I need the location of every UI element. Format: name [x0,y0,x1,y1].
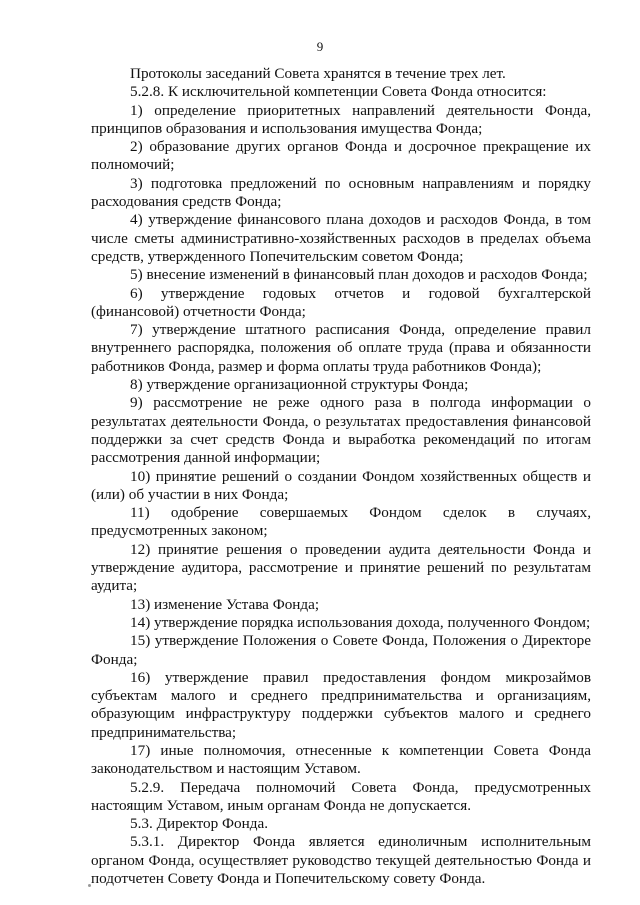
paragraph-5-3-1: 5.3.1. Директор Фонда является единоличным исполнительным органом Фонда, осуществляет руководство текущей деятельностью Фонда и подотчетен Совету Фонда и Попечительскому совету Фонда. [91,833,591,888]
list-item-14: 14) утверждение порядка использования дохода, полученного Фондом; [130,613,591,631]
list-item-16: 16) утверждение правил предоставления фондом микрозаймов субъектам малого и среднего предпринимательства и организациям, образующим инфраструктуру поддержки субъектов малого и среднего предпринимательства; [91,668,591,741]
list-item-10: 10) принятие решений о создании Фондом хозяйственных обществ и (или) об участии в них Фонда; [91,467,591,503]
list-item-6: 6) утверждение годовых отчетов и годовой бухгалтерской (финансовой) отчетности Фонда; [91,284,591,320]
list-item-17: 17) иные полномочия, отнесенные к компетенции Совета Фонда законодательством и настоящим Уставом. [91,741,591,778]
list-item-15: 15) утверждение Положения о Совете Фонда, Положения о Директоре Фонда; [91,632,591,668]
list-item-7: 7) утверждение штатного расписания Фонда, определение правил внутреннего распорядка, положения об оплате труда (права и обязанности работников Фонда, размер и форма оплаты труда работников Фонда); [91,321,591,375]
list-item-5: 5) внесение изменений в финансовый план доходов и расходов Фонда; [130,266,588,284]
scan-speck [88,884,91,887]
list-item-12: 12) принятие решения о проведении аудита деятельности Фонда и утверждение аудитора, рассмотрение и принятие решений по результатам аудита; [91,540,591,595]
list-item-2: 2) образование других органов Фонда и досрочное прекращение их полномочий; [91,138,591,174]
page-number: 9 [316,39,324,54]
list-item-11: 11) одобрение совершаемых Фондом сделок в случаях, предусмотренных законом; [91,504,591,540]
list-item-13: 13) изменение Устава Фонда; [130,595,320,613]
list-item-8: 8) утверждение организационной структуры Фонда; [130,376,469,394]
document-body [91,65,591,888]
paragraph-5-2-8-heading: 5.2.8. К исключительной компетенции Совета Фонда относится: [130,83,547,101]
paragraph-5-3-heading: 5.3. Директор Фонда. [130,815,268,833]
list-item-4: 4) утверждение финансового плана доходов и расходов Фонда, в том числе сметы административно-хозяйственных расходов в пределах объема средств, утвержденного Попечительским советом Фонда; [91,211,591,265]
paragraph-retention: Протоколы заседаний Совета хранятся в течение трех лет. [130,65,506,82]
paragraph-5-2-9: 5.2.9. Передача полномочий Совета Фонда, предусмотренных настоящим Уставом, иным органам Фонда не допускается. [91,778,591,814]
list-item-3: 3) подготовка предложений по основным направлениям и порядку расходования средств Фонда; [91,174,591,211]
list-item-1: 1) определение приоритетных направлений деятельности Фонда, принципов образования и использования имущества Фонда; [91,101,591,137]
list-item-9: 9) рассмотрение не реже одного раза в полгода информации о результатах деятельности Фонда, о результатах предоставления финансовой поддержки за счет средств Фонда и выработка рекомендаций по итогам рассмотрения данной информации; [91,394,591,467]
